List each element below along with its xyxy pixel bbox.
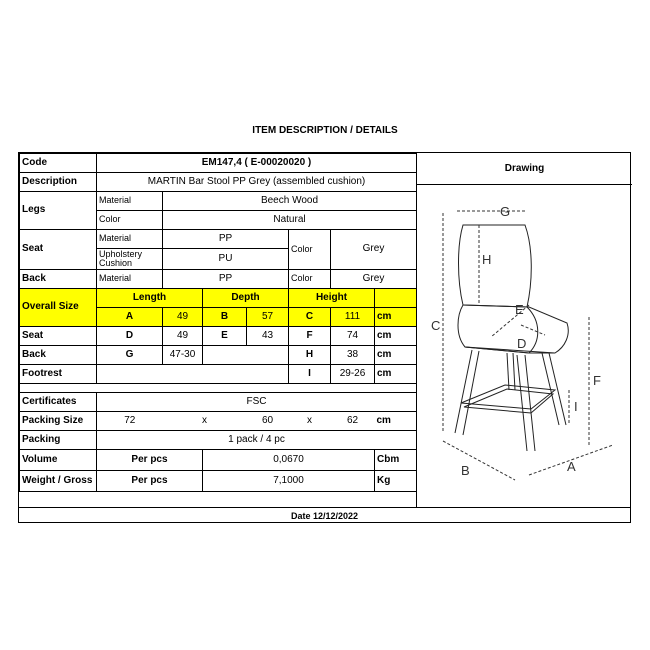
footrest-blank <box>97 365 289 384</box>
letter-b: B <box>461 463 470 478</box>
back-dims-blank <box>203 346 289 365</box>
back-dims-label: Back <box>20 346 97 365</box>
footrest-label: Footrest <box>20 365 97 384</box>
letter-f: F <box>593 373 601 388</box>
overall-height-header: Height <box>289 289 375 308</box>
row-footrest <box>20 365 417 384</box>
spacer <box>20 384 417 393</box>
dim-a-letter: A <box>97 308 163 327</box>
spec-table <box>19 153 417 492</box>
volume-value: 0,0670 <box>203 450 375 471</box>
footrest-unit: cm <box>375 365 417 384</box>
drawing-area <box>416 185 632 507</box>
letter-g: G <box>500 204 511 219</box>
seat-material-value: PP <box>163 230 289 249</box>
seat-material-label: Material <box>97 230 163 249</box>
letter-a: A <box>567 459 576 474</box>
back-material-value: PP <box>163 270 289 289</box>
letter-i: I <box>574 399 578 414</box>
leg-front-right-b <box>525 355 535 451</box>
legs-label: Legs <box>20 192 97 230</box>
spec-sheet <box>18 152 631 523</box>
packing-height: 62 <box>331 412 375 431</box>
overall-size-label: Overall Size <box>20 289 97 327</box>
weight-per: Per pcs <box>97 471 203 492</box>
back-color-value: Grey <box>331 270 417 289</box>
packing-x1: x <box>163 412 247 431</box>
weight-label: Weight / Gross <box>20 471 97 492</box>
back-material-label: Material <box>97 270 163 289</box>
dim-g-value: 47-30 <box>163 346 203 365</box>
legs-color-label: Color <box>97 211 163 230</box>
dim-c-value: 111 <box>331 308 375 327</box>
bar-stool-drawing <box>417 185 631 507</box>
dim-c-letter: C <box>289 308 331 327</box>
seat-dims-label: Seat <box>20 327 97 346</box>
letter-c: C <box>431 318 441 333</box>
packing-size-unit: cm <box>375 412 417 431</box>
dim-f-value: 74 <box>331 327 375 346</box>
dim-d-letter: D <box>97 327 163 346</box>
dim-i-letter: I <box>289 365 331 384</box>
weight-unit: Kg <box>375 471 417 492</box>
overall-header-blank <box>375 289 417 308</box>
dim-d-value: 49 <box>163 327 203 346</box>
overall-depth-header: Depth <box>203 289 289 308</box>
back-color-label: Color <box>289 270 331 289</box>
document-title: ITEM DESCRIPTION / DETAILS <box>252 125 398 136</box>
leg-back-right-b <box>549 353 566 425</box>
legs-material-value: Beech Wood <box>163 192 417 211</box>
drawing-label: Drawing <box>416 153 632 185</box>
overall-length-header: Length <box>97 289 203 308</box>
packing-size-label: Packing Size <box>20 412 97 431</box>
volume-per: Per pcs <box>97 450 203 471</box>
row-overall-header <box>20 289 417 308</box>
row-seat-material <box>20 230 417 249</box>
dim-f-letter: F <box>289 327 331 346</box>
certificates-label: Certificates <box>20 393 97 412</box>
dim-h-letter: H <box>289 346 331 365</box>
description-label: Description <box>20 173 97 192</box>
row-back-dims <box>20 346 417 365</box>
seat-color-label: Color <box>289 230 331 270</box>
dim-e-value: 43 <box>247 327 289 346</box>
code-value: EM147,4 ( E-00020020 ) <box>97 154 417 173</box>
dimension-letters <box>431 204 601 478</box>
back-label: Back <box>20 270 97 289</box>
row-legs-material <box>20 192 417 211</box>
row-seat-dims <box>20 327 417 346</box>
dim-i-value: 29-26 <box>331 365 375 384</box>
seat-upholstery-value: PU <box>163 249 289 270</box>
packing-label: Packing <box>20 431 97 450</box>
row-volume <box>20 450 417 471</box>
dim-b-letter: B <box>203 308 247 327</box>
dim-e-letter: E <box>203 327 247 346</box>
letter-h: H <box>482 252 492 267</box>
dim-a-value: 49 <box>163 308 203 327</box>
letter-d: D <box>517 336 527 351</box>
footrest-frame <box>461 385 555 409</box>
weight-value: 7,1000 <box>203 471 375 492</box>
overall-unit: cm <box>375 308 417 327</box>
letter-e: E <box>515 302 524 317</box>
row-description <box>20 173 417 192</box>
row-certificates <box>20 393 417 412</box>
leg-front-right <box>517 355 527 451</box>
row-weight <box>20 471 417 492</box>
row-packing-size <box>20 412 417 431</box>
dim-h-value: 38 <box>331 346 375 365</box>
leg-back-left-b <box>513 353 515 390</box>
row-packing <box>20 431 417 450</box>
backrest-outline <box>459 225 532 307</box>
leg-front-left <box>455 350 472 433</box>
leg-front-left-b <box>463 351 479 435</box>
leg-back-left <box>507 353 509 390</box>
seat-upholstery-label: Upholstery Cushion <box>97 249 163 270</box>
legs-color-value: Natural <box>163 211 417 230</box>
packing-value: 1 pack / 4 pc <box>97 431 417 450</box>
packing-width: 60 <box>247 412 289 431</box>
dim-g-letter: G <box>97 346 163 365</box>
dim-b-value: 57 <box>247 308 289 327</box>
seat-color-value: Grey <box>331 230 417 270</box>
code-label: Code <box>20 154 97 173</box>
back-dims-unit: cm <box>375 346 417 365</box>
packing-x2: x <box>289 412 331 431</box>
volume-unit: Cbm <box>375 450 417 471</box>
row-spacer <box>20 384 417 393</box>
row-back <box>20 270 417 289</box>
packing-length: 72 <box>97 412 163 431</box>
certificates-value: FSC <box>97 393 417 412</box>
row-code <box>20 154 417 173</box>
description-value: MARTIN Bar Stool PP Grey (assembled cushion) <box>97 173 417 192</box>
dimension-lines <box>443 211 613 480</box>
seat-dims-unit: cm <box>375 327 417 346</box>
seat-label: Seat <box>20 230 97 270</box>
volume-label: Volume <box>20 450 97 471</box>
footrest-frame-inner <box>464 389 553 413</box>
document-date: Date 12/12/2022 <box>19 507 630 524</box>
legs-material-label: Material <box>97 192 163 211</box>
